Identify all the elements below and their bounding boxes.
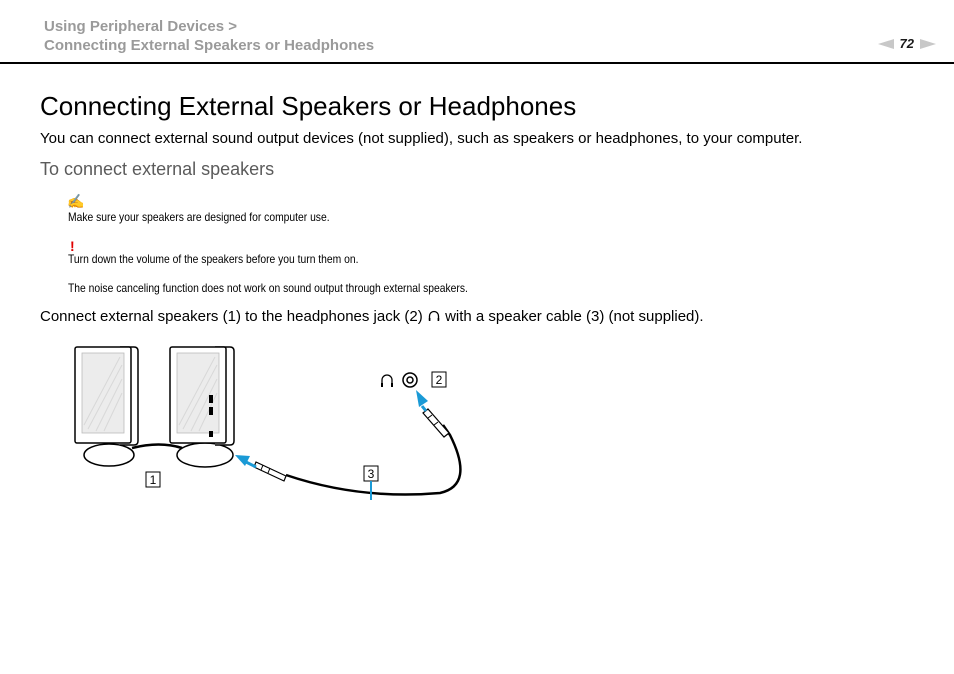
insert-arrow-jack [416, 390, 428, 411]
jack-headphones-icon [382, 375, 392, 387]
callout-1 [146, 472, 160, 487]
speaker-plug [254, 462, 286, 481]
left-speaker [75, 347, 138, 466]
page-navigation [878, 36, 936, 51]
page-number: 72 [899, 36, 914, 51]
next-page-icon[interactable] [920, 39, 936, 49]
callout-3-label: 3 [367, 467, 375, 481]
note-pencil-icon: ✍ [67, 193, 85, 209]
speaker-connection-illustration [60, 335, 480, 510]
warning-text: Turn down the volume of the speakers before you turn them on. [68, 252, 359, 266]
callout-2 [432, 372, 446, 387]
callout-1-label: 1 [149, 473, 157, 487]
note-text: Make sure your speakers are designed for computer use. [68, 210, 330, 224]
callout-2-label: 2 [435, 373, 443, 387]
breadcrumb-page[interactable]: Connecting External Speakers or Headphones [44, 37, 375, 54]
headphones-icon [427, 309, 441, 323]
speaker-link-cable [132, 445, 182, 449]
right-speaker [170, 347, 234, 467]
instruction-text-start: Connect external speakers (1) to the headphones jack (2) [40, 308, 423, 325]
instruction-text-end: with a speaker cable (3) (not supplied). [445, 308, 704, 325]
warning-icon: ! [70, 238, 75, 254]
breadcrumb [44, 17, 374, 55]
previous-page-icon[interactable] [878, 39, 894, 49]
intro-paragraph: You can connect external sound output devices (not supplied), such as speakers or headphones, to your computer. [40, 130, 803, 147]
section-subheading: To connect external speakers [40, 159, 275, 179]
warning-text-noise-canceling: The noise canceling function does not work on sound output through external speakers. [68, 281, 468, 295]
jack-port-icon [403, 373, 417, 387]
page-title: Connecting External Speakers or Headphones [40, 91, 577, 121]
breadcrumb-section[interactable]: Using Peripheral Devices > [44, 18, 238, 35]
jack-plug [423, 409, 449, 437]
headphones-jack [381, 373, 417, 387]
instruction-step [40, 307, 704, 326]
header-divider [0, 62, 954, 64]
speaker-cable [286, 425, 460, 495]
insert-arrow-speaker [235, 455, 256, 467]
callout-3 [364, 466, 378, 500]
